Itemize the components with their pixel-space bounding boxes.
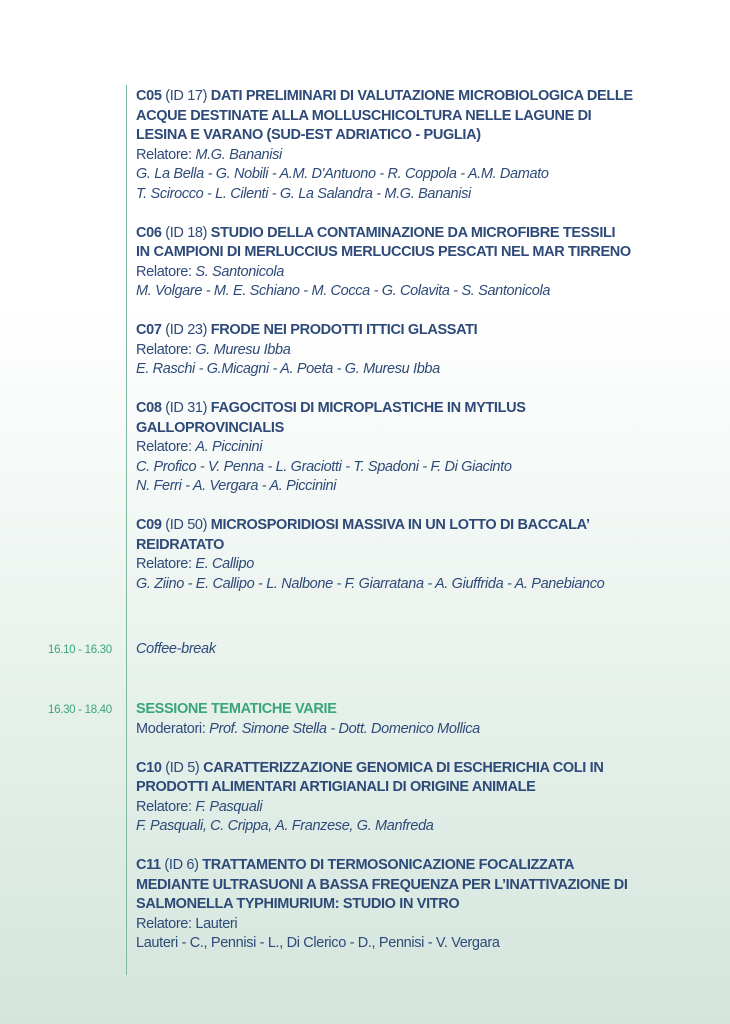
talk-title: STUDIO DELLA CONTAMINAZIONE DA MICROFIBRE TESSILI: [210, 224, 616, 241]
talk-title: TRATTAMENTO DI TERMOSONICAZIONE FOCALIZZATA: [202, 857, 575, 873]
talk-speaker: [136, 263, 716, 283]
talk-speaker: [136, 341, 716, 361]
speaker-label: Relatore:: [136, 798, 196, 815]
talk-entry-c07: [136, 321, 716, 380]
talk-speaker: [136, 438, 716, 458]
program-entries: [136, 87, 716, 614]
talk-id: (ID 23): [161, 322, 211, 338]
talk-title-line: [136, 399, 716, 419]
speaker-name: G. Muresu Ibba: [195, 341, 291, 358]
talk-authors: F. Pasquali, C. Crippa, A. Franzese, G. Manfreda: [136, 818, 434, 834]
speaker-name: S. Santonicola: [195, 263, 284, 280]
talk-id: (ID 5): [161, 759, 204, 776]
talk-code: C10: [136, 759, 162, 776]
talk-entry-c06: [136, 224, 716, 302]
talk-entry-c11: [136, 856, 716, 954]
coffee-break-label: Coffee-break: [136, 641, 216, 657]
coffee-break-time: 16.10 - 16.30: [48, 644, 112, 656]
session-time: 16.30 - 18.40: [48, 704, 112, 716]
talk-authors: G. La Bella - G. Nobili - A.M. D'Antuono - R. Coppola - A.M. Damato: [136, 166, 549, 182]
session-header: [136, 700, 716, 739]
talk-speaker: [136, 915, 716, 935]
speaker-name: A. Piccinini: [195, 439, 263, 455]
talk-speaker: [136, 555, 716, 575]
talk-authors: G. Ziino - E. Callipo - L. Nalbone - F. Giarratana - A. Giuffrida - A. Panebianco: [136, 575, 605, 592]
talk-title: MEDIANTE ULTRASUONI A BASSA FREQUENZA PER L’INATTIVAZIONE DI: [136, 876, 628, 893]
speaker-label: Relatore:: [136, 341, 196, 358]
talk-title: SALMONELLA TYPHIMURIUM: STUDIO IN VITRO: [136, 896, 460, 912]
talk-entry-c08: [136, 399, 716, 497]
speaker-label: Relatore:: [136, 915, 196, 932]
talk-title-line: [136, 759, 716, 779]
talk-id: (ID 6): [160, 857, 203, 873]
talk-title: CARATTERIZZAZIONE GENOMICA DI ESCHERICHIA COLI IN: [203, 759, 604, 776]
talk-authors: C. Profico - V. Penna - L. Graciotti - T. Spadoni - F. Di Giacinto: [136, 458, 512, 475]
talk-authors: T. Scirocco - L. Cilenti - G. La Salandra - M.G. Bananisi: [136, 185, 471, 202]
moderators-label: Moderatori:: [136, 720, 210, 737]
talk-title: MICROSPORIDIOSI MASSIVA IN UN LOTTO DI BACCALA’: [210, 517, 590, 533]
talk-title: ACQUE DESTINATE ALLA MOLLUSCHICOLTURA NELLE LAGUNE DI: [136, 107, 592, 124]
talk-id: (ID 31): [161, 400, 211, 416]
talk-id: (ID 17): [161, 88, 211, 104]
talk-code: C07: [136, 322, 162, 338]
talk-title: LESINA E VARANO (SUD-EST ADRIATICO - PUGLIA): [136, 127, 481, 143]
talk-title: REIDRATATO: [136, 536, 225, 553]
talk-title: GALLOPROVINCIALIS: [136, 419, 284, 436]
talk-title: FAGOCITOSI DI MICROPLASTICHE IN MYTILUS: [210, 400, 526, 416]
session-title: SESSIONE TEMATICHE VARIE: [136, 701, 337, 717]
session-moderators: [136, 720, 716, 740]
talk-entry-c05: [136, 87, 716, 204]
talk-title: IN CAMPIONI DI MERLUCCIUS MERLUCCIUS PESCATI NEL MAR TIRRENO: [136, 244, 631, 260]
speaker-name: F. Pasquali: [195, 798, 263, 815]
speaker-name: Lauteri: [195, 915, 238, 932]
talk-entry-c10: [136, 759, 716, 837]
speaker-label: Relatore:: [136, 556, 196, 572]
moderators-names: Prof. Simone Stella - Dott. Domenico Mollica: [209, 720, 480, 737]
talk-title-line: [136, 516, 716, 536]
talk-title-line: [136, 321, 716, 341]
talk-code: C06: [136, 224, 162, 241]
talk-entry-c09: [136, 516, 716, 594]
talk-title-line: [136, 856, 716, 876]
talk-title: PRODOTTI ALIMENTARI ARTIGIANALI DI ORIGINE ANIMALE: [136, 779, 536, 795]
talk-speaker: [136, 798, 716, 818]
speaker-label: Relatore:: [136, 146, 196, 163]
talk-id: (ID 18): [161, 224, 211, 241]
talk-authors: M. Volgare - M. E. Schiano - M. Cocca - G. Colavita - S. Santonicola: [136, 283, 551, 299]
session-block: [136, 700, 716, 973]
talk-title: DATI PRELIMINARI DI VALUTAZIONE MICROBIOLOGICA DELLE: [210, 88, 633, 104]
talk-code: C09: [136, 517, 162, 533]
talk-title-line: [136, 224, 716, 244]
talk-title: FRODE NEI PRODOTTI ITTICI GLASSATI: [210, 322, 478, 338]
talk-title-line: [136, 87, 716, 107]
talk-code: C05: [136, 88, 162, 104]
speaker-name: M.G. Bananisi: [195, 146, 282, 163]
speaker-label: Relatore:: [136, 263, 196, 280]
talk-id: (ID 50): [161, 517, 211, 533]
talk-code: C11: [136, 857, 161, 873]
talk-code: C08: [136, 400, 162, 416]
talk-speaker: [136, 146, 716, 166]
talk-authors: E. Raschi - G.Micagni - A. Poeta - G. Muresu Ibba: [136, 361, 440, 377]
timeline-divider: [126, 85, 127, 975]
speaker-name: E. Callipo: [195, 556, 254, 572]
talk-authors: Lauteri - C., Pennisi - L., Di Clerico - D., Pennisi - V. Vergara: [136, 935, 500, 951]
talk-authors: N. Ferri - A. Vergara - A. Piccinini: [136, 478, 337, 494]
speaker-label: Relatore:: [136, 439, 196, 455]
